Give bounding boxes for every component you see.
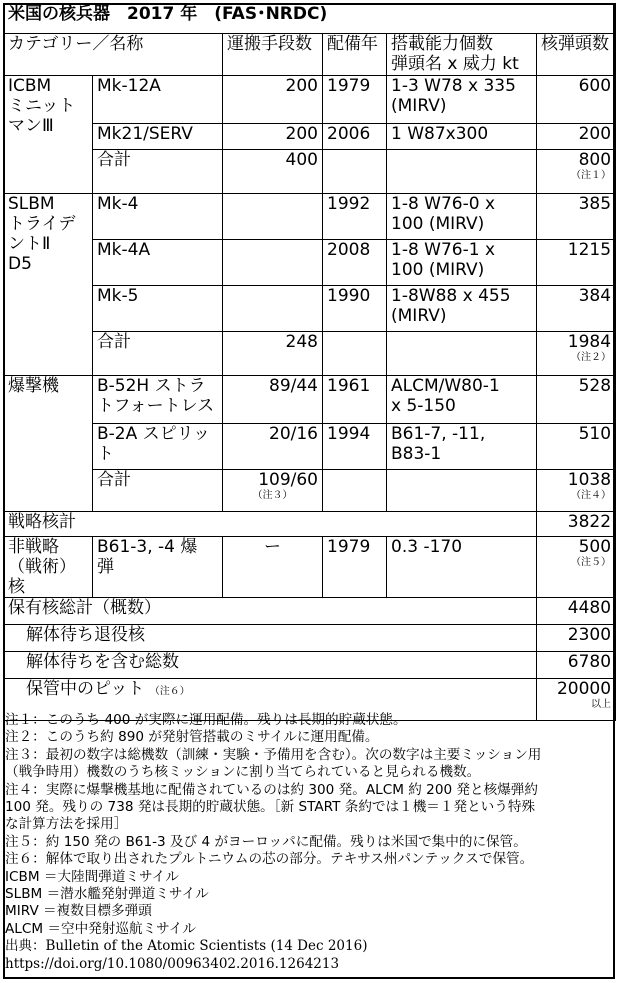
table-row-total: 合計 109/60 （注３） 1038 （注４）: [4, 470, 616, 512]
table-title: 米国の核兵器 2017 年 (FAS･NRDC): [4, 4, 616, 34]
pits-row: 保管中のピット （注６） 20000 以上: [4, 679, 616, 721]
header-category: カテゴリー／名称: [4, 34, 223, 76]
source-line: 出典：Bulletin of the Atomic Scientists (14 Dec 2016): [5, 938, 368, 955]
header-delivery: 運搬手段数: [223, 34, 323, 76]
nonstrategic-row: 非戦略 （戦術）核 B61-3, -4 爆 弾 ー 1979 0.3 -170 500 （注５）: [4, 537, 616, 598]
note-line: 100 発。残りの 738 発は長期的貯蔵状態。［新 START 条約では１機＝１発という特殊: [5, 799, 536, 816]
table-row: 爆撃機 B-52H ストラ トフォートレス 89/44 1961 ALCM/W80-1 x 5-150 528: [4, 376, 616, 424]
note-line: 注２：このうち約 890 が発射管搭載のミサイルに運用配備。: [5, 729, 379, 746]
note-line: MIRV ＝複数目標多弾頭: [5, 903, 152, 920]
header-deployed: 配備年: [323, 34, 387, 76]
strategic-total-row: 戦略核計 3822: [4, 512, 616, 537]
note-line: （戦争時用）機数のうち核ミッションに割り当てられていると見られる機数。: [5, 764, 481, 781]
retired-row: 解体待ち退役核 2300: [4, 625, 616, 652]
group-icbm: ICBM ミニット マンⅢ: [4, 76, 93, 194]
header-warheads: 核弾頭数: [537, 34, 616, 76]
note-line: 注１：このうち 400 が実際に運用配備。残りは長期的貯蔵状態。: [5, 712, 407, 728]
note-line: SLBM ＝潜水艦発射弾道ミサイル: [5, 886, 209, 903]
note-line: ALCM ＝空中発射巡航ミサイル: [5, 920, 196, 937]
table-row: ICBM ミニット マンⅢ Mk-12A 200 1979 1-3 W78 x 335 (MIRV) 600: [4, 76, 616, 124]
note-line: ICBM ＝大陸間弾道ミサイル: [5, 868, 179, 885]
table-row-total: 合計 248 1984 （注２）: [4, 332, 616, 376]
table-row: Mk21/SERV 200 2006 1 W87x300 200: [4, 124, 616, 150]
note-line: 注６：解体で取り出されたプルトニウムの芯の部分。テキサス州パンテックスで保管。: [5, 851, 534, 868]
stockpile-row: 保有核総計（概数） 4480: [4, 598, 616, 625]
note-line: 注３：最初の数字は総機数（訓練・実験・予備用を含む）。次の数字は主要ミッション用: [5, 746, 542, 763]
note-line: な計算方法を採用］: [5, 816, 128, 833]
table-row: Mk-5 1990 1-8W88 x 455 (MIRV) 384: [4, 286, 616, 332]
note-line: 注４：実際に爆撃機基地に配備されているのは約 300 発。ALCM 約 200 発と核爆弾約: [5, 781, 538, 798]
notes-section: [5, 712, 611, 973]
note-line: 注５：約 150 発の B61-3 及び 4 がヨーロッパに配備。残りは米国で集中的に保管。: [5, 833, 527, 850]
header-capacity: 搭載能力個数 弾頭名 x 威力 kt: [387, 34, 537, 76]
table-row: B-2A スピリッ ト 20/16 1994 B61-7, -11, B83-1 510: [4, 424, 616, 470]
total-with-retired-row: 解体待ちを含む総数 6780: [4, 652, 616, 679]
table-row: Mk-4A 2008 1-8 W76-1 x 100 (MIRV) 1215: [4, 240, 616, 286]
table-row: SLBM トライデ ントⅡ D5 Mk-4 1992 1-8 W76-0 x 100 (MIRV) 385: [4, 194, 616, 240]
group-slbm: SLBM トライデ ントⅡ D5: [4, 194, 93, 376]
doi-line: https://doi.org/10.1080/00963402.2016.1264213: [5, 955, 340, 972]
group-bomber: 爆撃機: [4, 376, 93, 512]
table-row-total: 合計 400 800 （注１）: [4, 150, 616, 194]
